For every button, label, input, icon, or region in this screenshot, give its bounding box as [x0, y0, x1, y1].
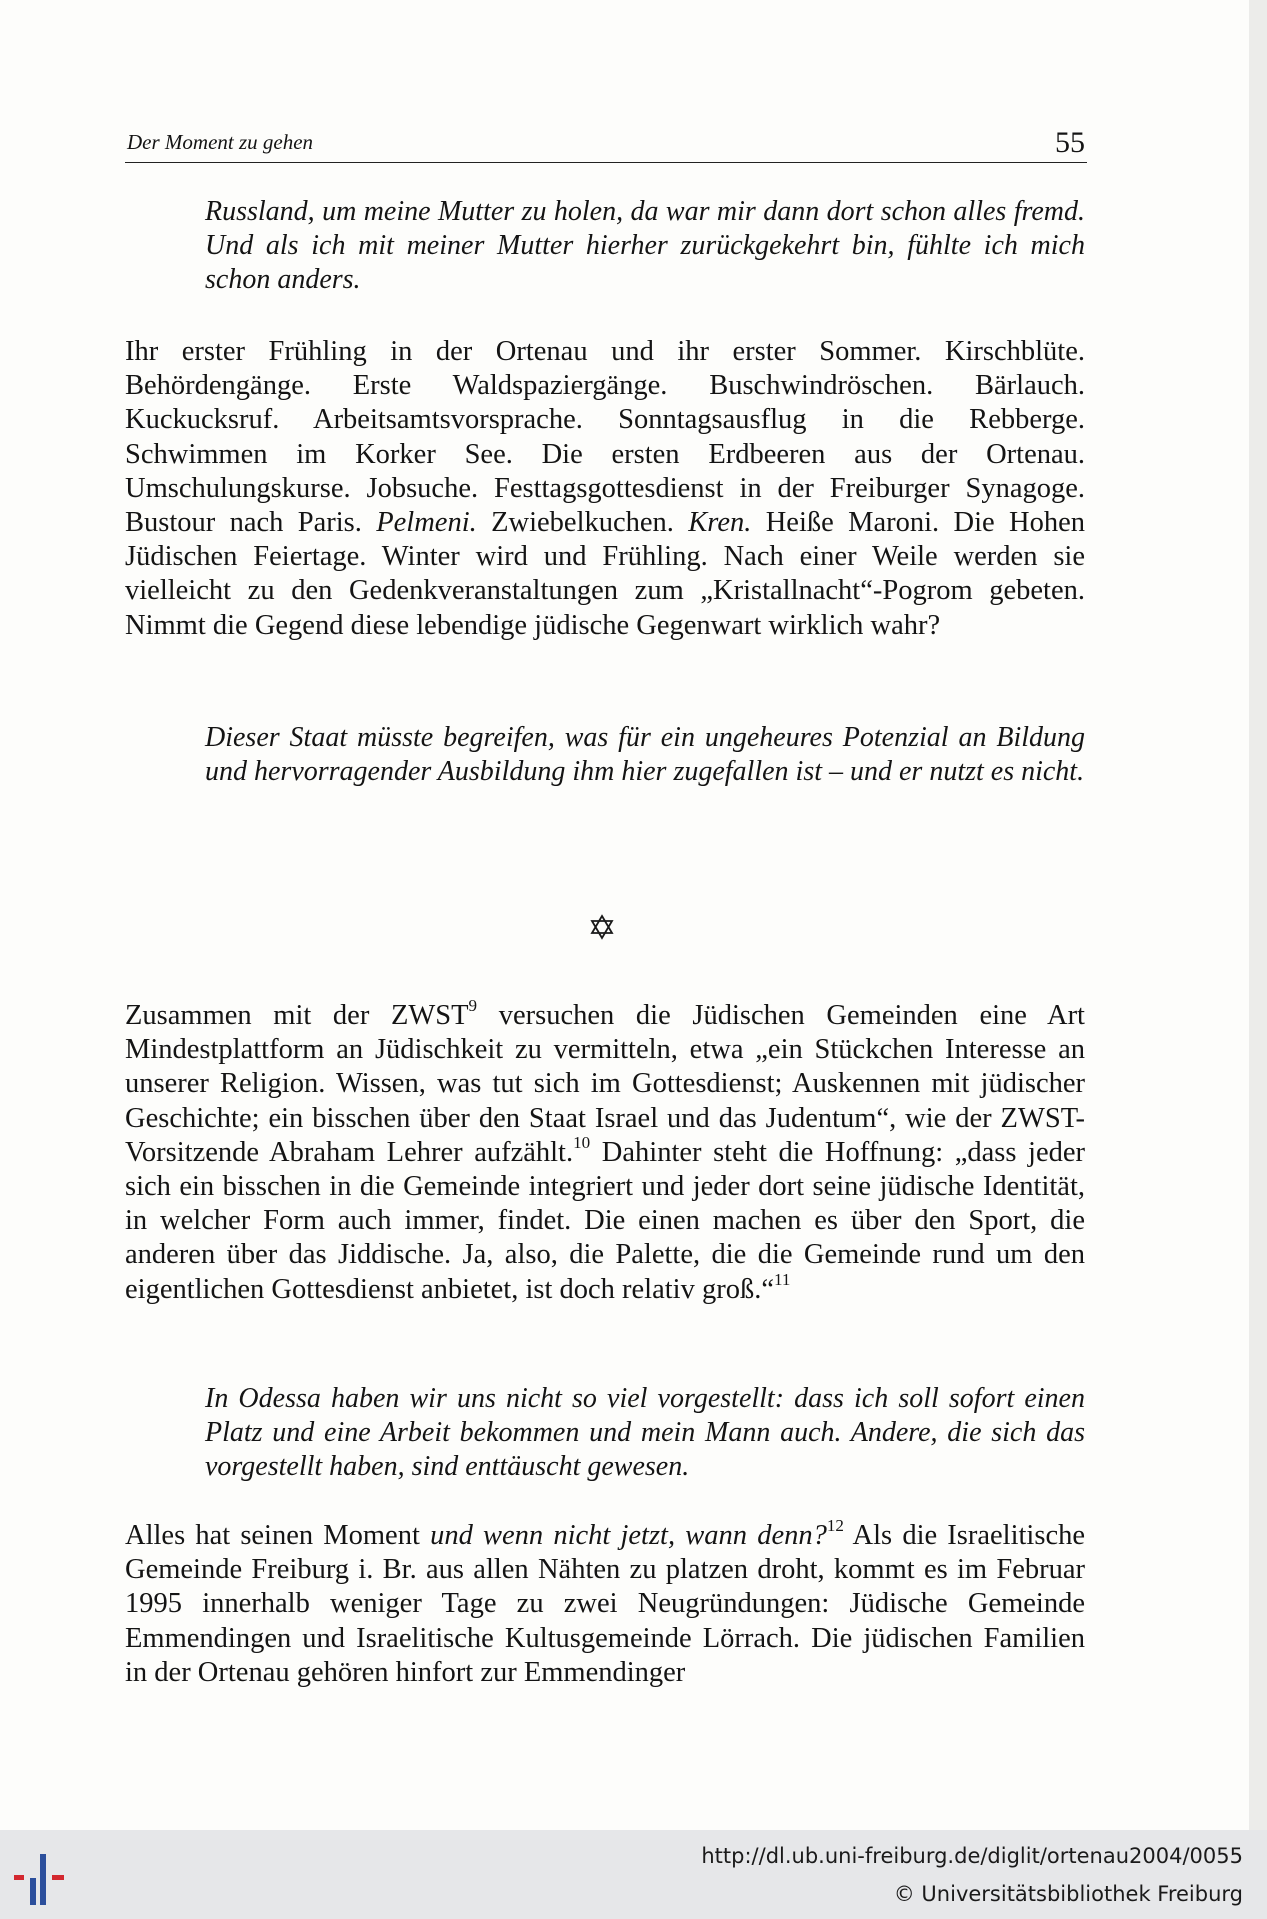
permalink-url[interactable]: http://dl.ub.uni-freiburg.de/diglit/ortenau2004/0055 [701, 1844, 1243, 1868]
quote-staat [205, 721, 1085, 789]
running-head: Der Moment zu gehen [127, 130, 314, 154]
text-run: Zwiebelkuchen. [476, 507, 689, 539]
quote-russland [205, 195, 1085, 297]
viewer-footer [0, 1830, 1267, 1919]
copyright-notice: © Universitätsbibliothek Freiburg [893, 1882, 1243, 1906]
italic-run: Pelmeni. [376, 507, 477, 539]
page-header [125, 122, 1087, 163]
text-run: Dahinter steht die Hoffnung: „dass jeder sich ein bisschen in die Gemeinde integriert und jeder dort seine jüdische Identität, in welcher Form auch immer, findet. Die einen machen es über den Sport, die anderen über das Jiddische. Ja, also, die Palette, die die Gemeinde rund um den eigentlichen Gottesdienst anbietet, ist doch relativ groß.“ [125, 1136, 1085, 1305]
text-run: Als die Israelitische Gemeinde Freiburg i. Br. aus allen Nähten zu platzen droht, kommt es im Februar 1995 innerhalb weniger Tage zu zwei Neugründungen: Jüdische Gemeinde Emmendingen und Israelitische Kultusgemeinde Lörrach. Die jüdischen Familien in der Ortenau gehören hinfort zur Emmendinger [125, 1520, 1085, 1688]
text-run: In Odessa haben wir uns nicht so viel vorgestellt: dass ich soll sofort einen Platz und eine Arbeit bekommen und mein Mann auch. Andere, die sich das vorgestellt haben, sind enttäuscht gewesen. [205, 1383, 1085, 1482]
text-run: versuchen die Jüdischen Gemeinden eine Art Mindestplattform an Jüdischkeit zu vermitteln, etwa „ein Stückchen Interesse an unserer Religion. Wissen, was tut sich im Gottesdienst; Auskennen mit jüdischer Geschichte; ein bisschen über den Staat Israel und das Judentum“, wie der ZWST-Vorsitzende Abraham Lehrer aufzählt. [125, 1000, 1085, 1168]
paragraph-zwst [125, 996, 1085, 1307]
text-run: Dieser Staat müsste begreifen, was für ein ungeheures Potenzial an Bildung und hervorragender Ausbildung ihm hier zugefallen ist – und er nutzt es nicht. [205, 722, 1085, 787]
text-run: Zusammen mit der ZWST [125, 1000, 469, 1031]
text-run: Ihr erster Frühling in der Ortenau und ihr erster Sommer. Kirschblüte. Behördengänge. Erste Waldspaziergänge. Buschwindröschen. Bärlauch. Kuckucksruf. Arbeitsamtsvorsprache. Sonntagsausflug in die Rebberge. Schwimmen im Korker See. Die ersten Erdbeeren aus der Ortenau. Umschulungskurse. Jobsuche. Festtagsgottesdienst in der Freiburger Synagoge. Bustour nach Paris. [125, 336, 1085, 539]
text-run: Heiße Maroni. Die Hohen Jüdischen Feiertage. Winter wird und Frühling. Nach einer Weile werden sie vielleicht zu den Gedenkveranstaltungen zum „Kristallnacht“-Pogrom gebeten. Nimmt die Gegend diese lebendige jüdische Gegenwart wirklich wahr? [125, 507, 1085, 641]
footnote-ref: 12 [826, 1516, 844, 1536]
italic-run: Kren. [688, 507, 752, 539]
footnote-ref: 9 [468, 996, 478, 1016]
page-number: 55 [1055, 126, 1085, 159]
italic-run: und wenn nicht jetzt, wann denn? [430, 1520, 827, 1551]
quote-odessa [205, 1382, 1085, 1484]
paragraph-first-spring [125, 335, 1085, 643]
star-of-david-icon [588, 913, 616, 941]
footnote-ref: 11 [773, 1269, 791, 1289]
page-edge [1249, 0, 1267, 1830]
footnote-ref: 10 [573, 1133, 591, 1152]
text-run: Alles hat seinen Moment [125, 1520, 431, 1551]
library-logo-icon [14, 1854, 80, 1906]
paragraph-moment [125, 1516, 1085, 1690]
text-run: Russland, um meine Mutter zu holen, da war mir dann dort schon alles fremd. Und als ich mit meiner Mutter hierher zurückgekehrt bin, fühlte ich mich schon anders. [205, 196, 1085, 295]
